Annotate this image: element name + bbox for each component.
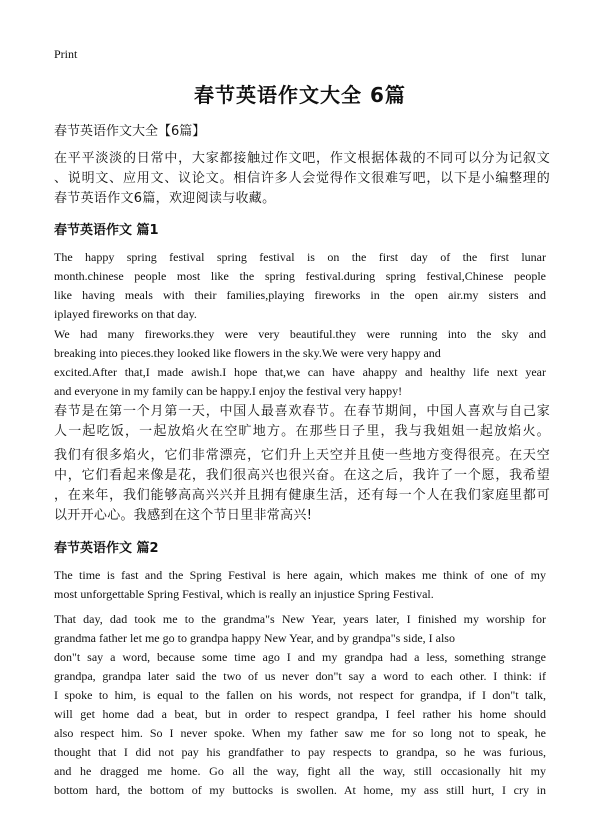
text-line: ，在来年，我们能够高高兴兴并且拥有健康生活，还有每一个人在我们家庭里都可 [54,488,550,503]
chinese-paragraph [54,402,550,442]
english-paragraph [54,566,546,604]
chinese-paragraph [54,446,550,526]
english-paragraph [54,610,546,800]
text-line: and he dragged me home. Go all the way, fight all the way, still occasionally hit my [54,764,546,778]
text-line: thought that I did not pay his grandfather to pay respects to grandpa, so he was furious, [54,745,546,759]
text-line: The happy spring festival spring festival is on the first day of the first lunar [54,250,546,264]
text-line: I spoke to him, is equal to the fallen on his words, not respect for grandpa, if I don"t talk, [54,688,546,702]
text-line: That day, dad took me to the grandma"s New Year, years later, I finished my worship for [54,612,546,626]
text-line: and everyone in my family can be happy.I enjoy the festival very happy! [54,384,403,398]
text-line: month.chinese people most like the spring festival.during spring festival,Chinese people [54,269,546,283]
document-subtitle: 春节英语作文大全【6篇】 [54,124,206,139]
text-line: like having meals with their families,playing fireworks in the open air.my sisters and [54,288,546,302]
text-line: The time is fast and the Spring Festival is here again, which makes me think of one of my [54,568,546,582]
text-line: We had many fireworks.they were very beautiful.they were running into the sky and [54,327,546,341]
text-line: 、说明文、应用文、议论文。相信许多人会觉得作文很难写吧，以下是小编整理的 [54,171,550,186]
text-line: will get home dad a beat, but in order to respect grandpa, I feel rather his home should [54,707,546,721]
text-line: also respect him. So I never spoke. When my father saw me for so long not to speak, he [54,726,546,740]
text-line: 春节英语作文6篇，欢迎阅读与收藏。 [54,191,276,206]
text-line: excited.After that,I made awish.I hope that,we can have ahappy and healthy life next year [54,365,546,379]
text-line: 我们有很多焰火，它们非常漂亮，它们升上天空并且使一些地方变得很亮。在天空 [54,448,550,463]
intro-paragraph [54,149,550,209]
english-paragraph [54,248,546,324]
section-heading: 春节英语作文 篇1 [54,223,159,238]
page-title: 春节英语作文大全 6篇 [194,83,406,107]
print-link[interactable]: Print [54,47,78,61]
text-line: grandpa, grandpa later said the two of us never don"t say a word to each other. I think: if [54,669,546,683]
english-paragraph [54,325,546,401]
text-line: most unforgettable Spring Festival, which is really an injustice Spring Festival. [54,587,434,601]
text-line: grandma father let me go to grandpa happy New Year, and by grandpa"s side, I also [54,631,455,645]
text-line: don"t say a word, because some time ago I and my grandpa had a less, something strange [54,650,546,664]
text-line: iplayed fireworks on that day. [54,307,197,321]
text-line: 中，它们看起来像是花，我们很高兴也很兴奋。在这之后，我许了一个愿，我希望 [54,468,550,483]
text-line: breaking into pieces.they looked like flowers in the sky.We were very happy and [54,346,441,360]
text-line: 春节是在第一个月第一天，中国人最喜欢春节。在春节期间，中国人喜欢与自己家 [54,404,550,419]
text-line: 以开开心心。我感到在这个节日里非常高兴! [54,508,313,523]
text-line: 在平平淡淡的日常中，大家都接触过作文吧，作文根据体裁的不同可以分为记叙文 [54,151,550,166]
text-line: bottom hard, the bottom of my buttocks is swollen. At home, my ass still hurt, I cry in [54,783,546,797]
text-line: 人一起吃饭，一起放焰火在空旷地方。在那些日子里，我与我姐姐一起放焰火。 [54,424,550,439]
section-heading: 春节英语作文 篇2 [54,541,159,556]
